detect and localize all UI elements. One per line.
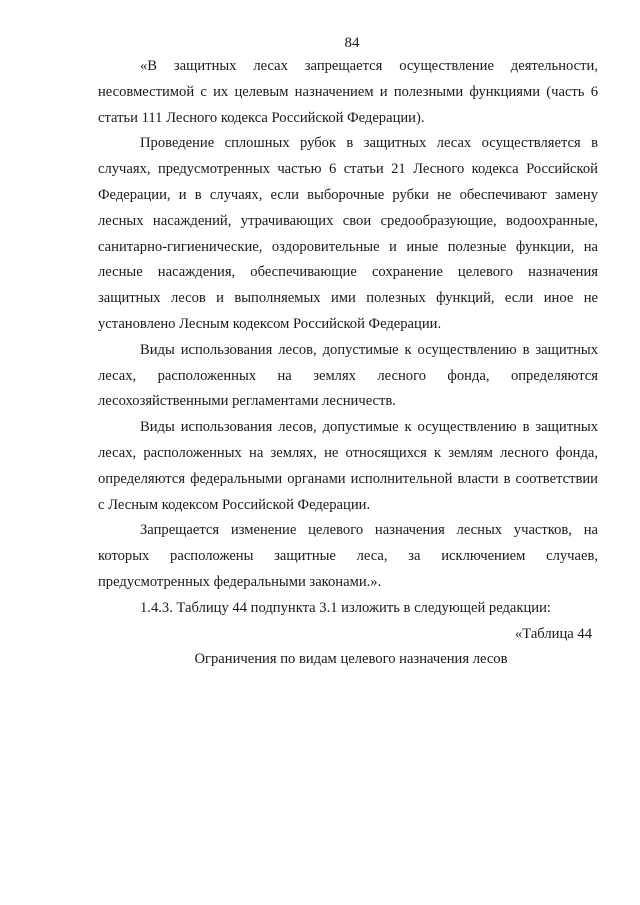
paragraph-amendment-1-4-3: 1.4.3. Таблицу 44 подпункта 3.1 изложить в следующей редакции: xyxy=(140,599,551,616)
table-title: Ограничения по видам целевого назначения лесов xyxy=(194,651,508,668)
paragraph-purpose-change-ban: Запрещается изменение целевого назначения лесных участков, на которых расположены защитные леса, за исключением случаев, предусмотренных федеральными законами.». xyxy=(98,522,598,590)
paragraph-protected-forests: «В защитных лесах запрещается осуществление деятельности, несовместимой с их целевым назначением и полезными функциями (часть 6 статьи 111 Лесного кодекса Российской Федерации). xyxy=(98,58,598,126)
page-number: 84 xyxy=(344,35,360,51)
paragraph-clear-cutting: Проведение сплошных рубок в защитных лесах осуществляется в случаях, предусмотренных частью 6 статьи 21 Лесного кодекса Российской Федерации, и в случаях, если выборочные рубки не обеспечивают замену лесных насаждений, утрачивающих свои средообразующие, водоохранные, санитарно-гигиенические, оздоровительные и иные полезные функции, на лесные насаждения, обеспечивающие сохранение целевого назначения защитных лесов и выполняемых ими полезных функций, если иное не установлено Лесным кодексом Российской Федерации. xyxy=(98,135,598,332)
table-label: «Таблица 44 xyxy=(514,625,592,642)
paragraph-non-forest-fund-lands: Виды использования лесов, допустимые к осуществлению в защитных лесах, расположенных на землях, не относящихся к землям лесного фонда, определяются федеральными органами исполнительной власти в соответствии с Лесным кодексом Российской Федерации. xyxy=(98,419,598,513)
paragraph-forest-fund-lands: Виды использования лесов, допустимые к осуществлению в защитных лесах, расположенных на землях лесного фонда, определяются лесохозяйственными регламентами лесничеств. xyxy=(98,341,598,410)
